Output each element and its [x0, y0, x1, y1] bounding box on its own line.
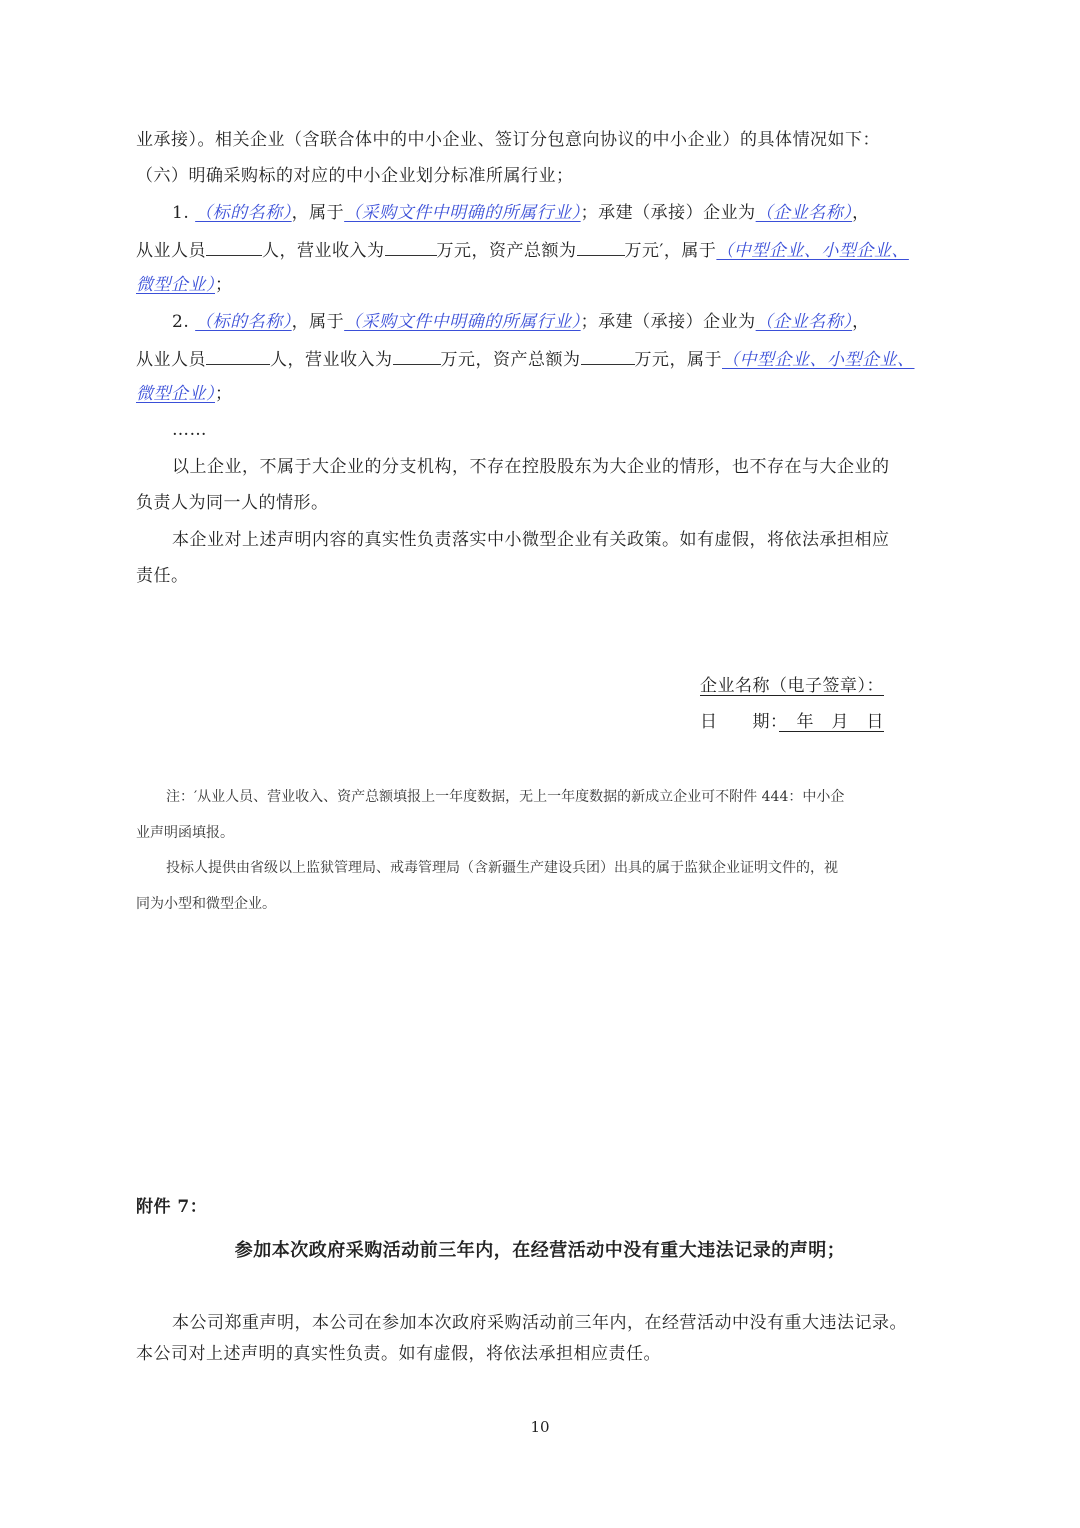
text: ；承建（承接）企业为 — [580, 312, 756, 332]
paragraph-responsibility-line-2: 责任。 — [136, 566, 189, 586]
target-name-placeholder: （标的名称） — [195, 312, 292, 332]
item-1-line-3 — [136, 273, 948, 297]
text: 人，营业收入为 — [262, 241, 385, 261]
text: 万元 — [624, 241, 660, 261]
declaration-line-1: 本公司郑重声明，本公司在参加本次政府采购活动前三年内，在经营活动中没有重大违法记录。 — [172, 1313, 907, 1333]
note-2-line-2: 同为小型和微型企业。 — [136, 896, 276, 912]
ellipsis: …… — [172, 420, 207, 440]
paragraph-affiliation-line-1: 以上企业，不属于大企业的分支机构，不存在控股股东为大企业的情形，也不存在与大企业的 — [172, 457, 890, 477]
text: ，属于 — [669, 350, 722, 370]
item-1-line-2 — [136, 237, 948, 263]
item-number: 2. — [172, 312, 190, 332]
text: ，属于 — [291, 203, 345, 223]
text: ， — [852, 312, 870, 332]
signature-company-line — [700, 674, 884, 698]
text: 万元，资产总额为 — [436, 241, 577, 261]
footnote-mark: ′ — [659, 241, 664, 261]
item-1-line-1 — [172, 201, 948, 225]
page-number: 10 — [530, 1418, 550, 1436]
paragraph-intro: 业承接）。相关企业（含联合体中的中小企业、签订分包意向协议的中小企业）的具体情况如下： — [136, 130, 880, 150]
enterprise-size-placeholder: （中型企业、小型企业、 — [716, 241, 909, 261]
assets-blank — [581, 346, 635, 365]
text: 人，营业收入为 — [270, 350, 393, 370]
enterprise-size-placeholder: （中型企业、小型企业、 — [722, 350, 915, 370]
assets-blank — [577, 237, 625, 256]
declaration-line-2: 本公司对上述声明的真实性负责。如有虚假，将依法承担相应责任。 — [136, 1344, 661, 1364]
text: ，属于 — [663, 241, 717, 261]
signature-date-value: 年 月 日 — [779, 712, 884, 732]
text: 从业人员 — [136, 350, 206, 370]
target-name-placeholder: （标的名称） — [195, 203, 292, 223]
signature-company-label: 企业名称（电子签章）： — [700, 676, 884, 696]
attachment-title: 参加本次政府采购活动前三年内，在经营活动中没有重大违法记录的声明； — [234, 1240, 846, 1261]
industry-placeholder: （采购文件中明确的所属行业） — [344, 203, 581, 223]
item-2-line-2 — [136, 346, 948, 372]
revenue-blank — [385, 237, 437, 256]
industry-placeholder: （采购文件中明确的所属行业） — [344, 312, 581, 332]
staff-count-blank — [206, 346, 270, 365]
signature-date-line — [700, 710, 884, 734]
signature-date-label: 日 期： — [700, 712, 779, 732]
text: ， — [852, 203, 870, 223]
staff-count-blank — [206, 237, 262, 256]
paragraph-responsibility-line-1: 本企业对上述声明内容的真实性负责落实中小微型企业有关政策。如有虚假，将依法承担相应 — [172, 530, 890, 550]
text: 万元 — [634, 350, 670, 370]
text: ； — [215, 275, 233, 295]
paragraph-affiliation-line-2: 负责人为同一人的情形。 — [136, 493, 329, 513]
text: ；承建（承接）企业为 — [580, 203, 756, 223]
enterprise-size-placeholder: 微型企业） — [136, 275, 215, 295]
text: 从业人员 — [136, 241, 206, 261]
item-number: 1. — [172, 203, 190, 223]
text: ； — [215, 384, 233, 404]
note-1-line-2: 业声明函填报。 — [136, 825, 234, 841]
attachment-label: 附件 7： — [136, 1197, 208, 1217]
company-name-placeholder: （企业名称） — [755, 312, 853, 332]
company-name-placeholder: （企业名称） — [755, 203, 853, 223]
text: ，属于 — [291, 312, 345, 332]
enterprise-size-placeholder: 微型企业） — [136, 384, 215, 404]
item-2-line-3 — [136, 382, 948, 406]
paragraph-industry-heading: （六）明确采购标的对应的中小企业划分标准所属行业； — [136, 166, 574, 186]
revenue-blank — [393, 346, 441, 365]
text: 万元，资产总额为 — [440, 350, 581, 370]
note-2-line-1: 投标人提供由省级以上监狱管理局、戒毒管理局（含新疆生产建设兵团）出具的属于监狱企业证明文件的，视 — [166, 860, 838, 876]
note-1-line-1: 注：′从业人员、营业收入、资产总额填报上一年度数据，无上一年度数据的新成立企业可不附件 444：中小企 — [166, 789, 845, 805]
item-2-line-1 — [172, 310, 948, 334]
